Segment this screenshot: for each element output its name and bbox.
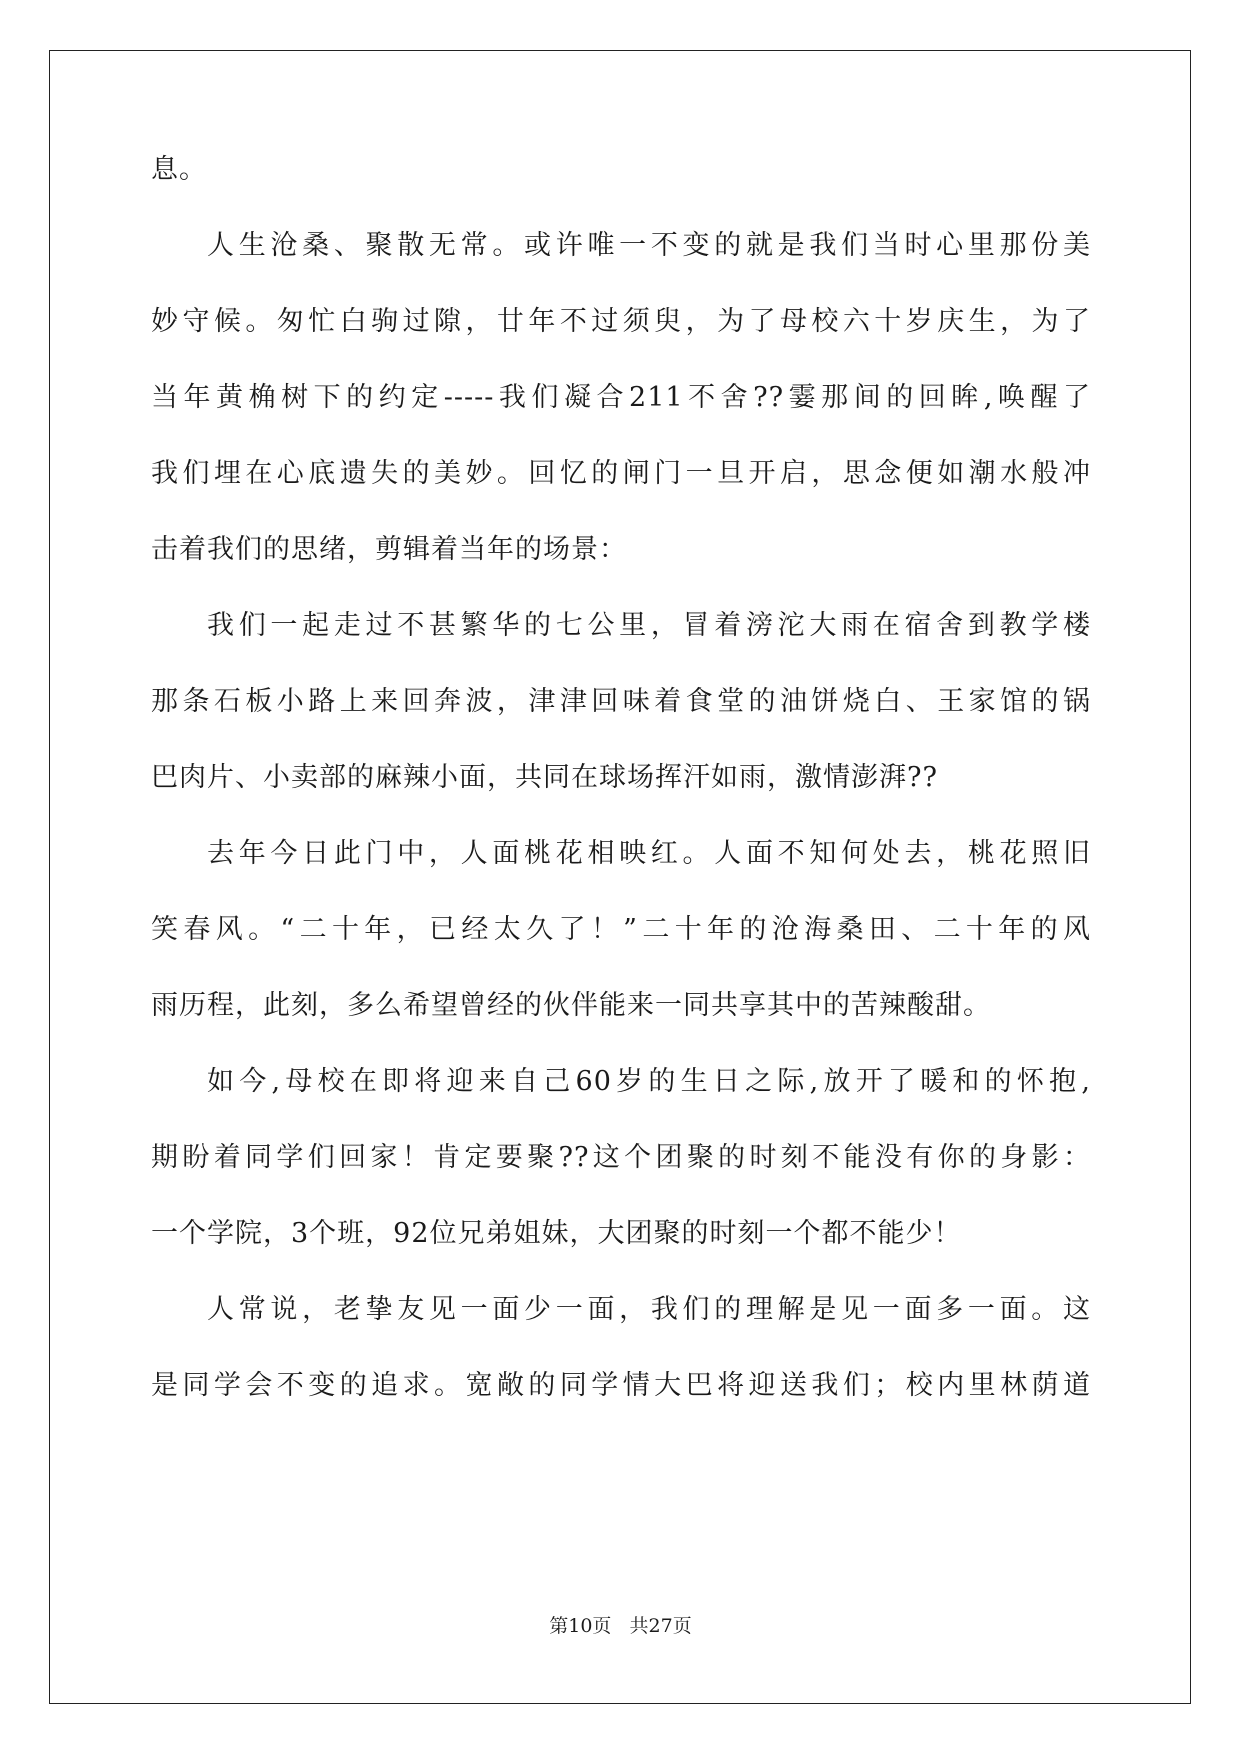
body-line: 巴肉片、小卖部的麻辣小面，共同在球场挥汗如雨，激情澎湃?? [151,762,938,793]
body-line: 笑春风。“二十年，已经太久了！”二十年的沧海桑田、二十年的风 [151,914,1091,945]
page-number-footer: 第10页 共27页 [549,1615,692,1637]
body-line: 期盼着同学们回家！肯定要聚??这个团聚的时刻不能没有你的身影： [151,1142,1091,1173]
body-line: 人常说，老挚友见一面少一面，我们的理解是见一面多一面。这 [207,1294,1091,1325]
page-border [49,50,1191,1704]
body-line: 我们埋在心底遗失的美妙。回忆的闸门一旦开启，思念便如潮水般冲 [151,458,1091,489]
body-line: 当年黄桷树下的约定-----我们凝合211不舍??霎那间的回眸,唤醒了 [151,382,1091,413]
body-line: 息。 [151,154,207,185]
body-line: 如今,母校在即将迎来自己60岁的生日之际,放开了暖和的怀抱, [207,1066,1091,1097]
body-line: 击着我们的思绪，剪辑着当年的场景： [151,534,627,565]
body-line: 去年今日此门中，人面桃花相映红。人面不知何处去，桃花照旧 [207,838,1091,869]
body-line: 一个学院，3个班，92位兄弟姐妹，大团聚的时刻一个都不能少！ [151,1218,962,1249]
body-line: 那条石板小路上来回奔波，津津回味着食堂的油饼烧白、王家馆的锅 [151,686,1091,717]
body-line: 人生沧桑、聚散无常。或许唯一不变的就是我们当时心里那份美 [207,230,1091,261]
body-line: 是同学会不变的追求。宽敞的同学情大巴将迎送我们；校内里林荫道 [151,1370,1091,1401]
body-line: 我们一起走过不甚繁华的七公里，冒着滂沱大雨在宿舍到教学楼 [207,610,1091,641]
body-line: 妙守候。匆忙白驹过隙，廿年不过须臾，为了母校六十岁庆生，为了 [151,306,1091,337]
body-line: 雨历程，此刻，多么希望曾经的伙伴能来一同共享其中的苦辣酸甜。 [151,990,991,1021]
